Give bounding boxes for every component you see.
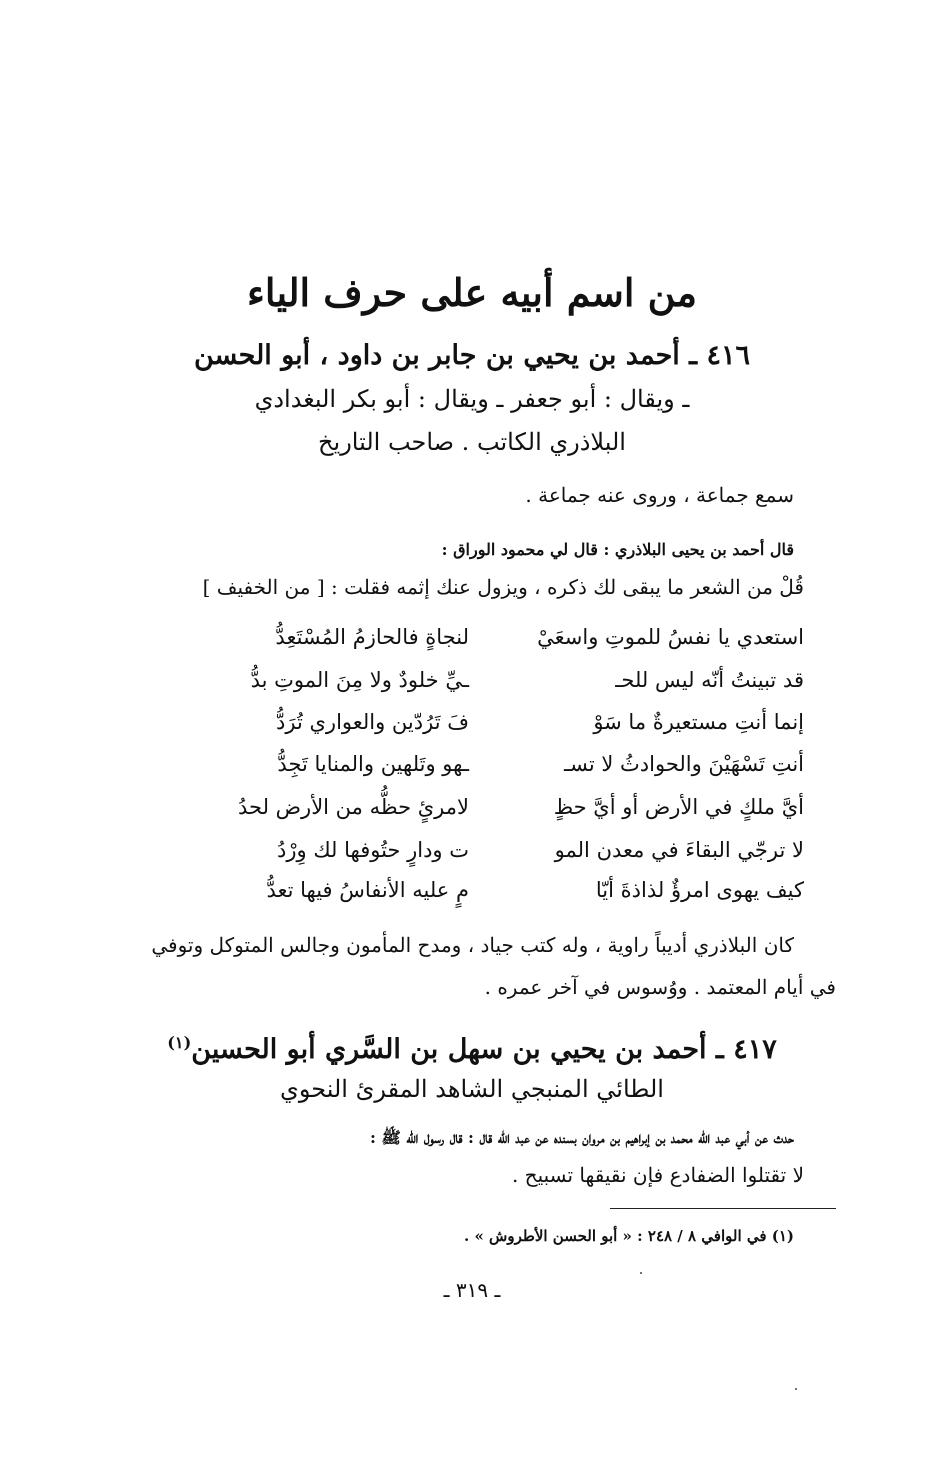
- entry-416-title-line: البلاذري الكاتب . صاحب التاريخ: [318, 428, 626, 456]
- verse-second-hemistich: ـهو وتَلهين والمنايا تَجِدُّ: [277, 752, 469, 776]
- footnote-separator: [610, 1208, 836, 1209]
- scan-speck: [795, 1388, 797, 1390]
- entry-417-hadith: لا تقتلوا الضفادع فإن نقيقها تسبيح .: [511, 1163, 804, 1187]
- entry-417-heading: [0, 1033, 944, 1065]
- entry-416-kunya-line: ـ ويقال : أبو جعفر ـ ويقال : أبو بكر البغدادي: [254, 385, 690, 413]
- footnote-marker: (١): [167, 1033, 192, 1052]
- verse-first-hemistich: إنما أنتِ مستعيرةٌ ما سَوْ: [593, 710, 804, 734]
- footnote: (١) في الوافي ٨ / ٢٤٨ : « أبو الحسن الأطروش » .: [464, 1227, 794, 1245]
- entry-416-intro: قُلْ من الشعر ما يبقى لك ذكره ، ويزول عنك إثمه فقلت : [ من الخفيف ]: [202, 575, 804, 599]
- verse-first-hemistich: أيَّ ملكٍ في الأرض أو أيَّ حظٍ: [553, 795, 804, 819]
- verse-first-hemistich: أنتِ تَسْهَيْنَ والحوادثُ لا تسـ: [563, 752, 804, 776]
- entry-417-heading-text: ٤١٧ ـ أحمد بن يحيي بن سهل بن السَّري أبو الحسين: [191, 1034, 777, 1065]
- entry-416-closing-line-1: كان البلاذري أديباً راوية ، وله كتب جياد ، ومدح المأمون وجالس المتوكل وتوفي: [151, 933, 794, 957]
- verse-second-hemistich: لامرئٍ حظُّه من الأرض لحدُ: [238, 795, 469, 819]
- verse-second-hemistich: لنجاةٍ فالحازمُ المُسْتَعِدُّ: [275, 625, 469, 649]
- entry-416-heading: ٤١٦ ـ أحمد بن يحيي بن جابر بن داود ، أبو الحسن: [194, 340, 750, 371]
- verse-second-hemistich: ت ودارٍ حتُوفها لك وِرْدُ: [277, 838, 469, 862]
- verse-first-hemistich: لا ترجّي البقاءَ في معدن المو: [554, 838, 804, 862]
- verse-first-hemistich: قد تبينتُ أنّه ليس للحـ: [615, 668, 804, 692]
- entry-416-note: سمع جماعة ، وروى عنه جماعة .: [525, 483, 794, 507]
- chapter-title: من اسم أبيه على حرف الياء: [247, 270, 697, 315]
- scan-speck: [640, 1272, 642, 1274]
- verse-first-hemistich: استعدي يا نفسُ للموتِ واسعَيْ: [537, 625, 804, 649]
- verse-second-hemistich: ـيِّ خلودٌ ولا مِنَ الموتِ بدُّ: [250, 668, 469, 692]
- entry-417-isnad: حدث عن أبي عبد الله محمد بن إبراهيم بن مروان بسنده عن عبد الله قال : قال رسول الله ﷺ :: [369, 1128, 794, 1147]
- verse-second-hemistich: مٍ عليه الأنفاسُ فيها تعدُّ: [266, 878, 469, 902]
- entry-416-isnad: قال أحمد بن يحيى البلاذري : قال لي محمود الوراق :: [441, 540, 794, 559]
- entry-417-nisba-line: الطائي المنبجي الشاهد المقرئ النحوي: [280, 1075, 664, 1103]
- verse-second-hemistich: فَ تَرُدّين والعواري تُرَدُّ: [276, 710, 469, 734]
- page-number: ـ ٣١٩ ـ: [443, 1278, 501, 1302]
- entry-416-closing-line-2: في أيام المعتمد . ووُسوس في آخر عمره .: [484, 975, 836, 999]
- verse-first-hemistich: كيف يهوى امرؤٌ لذاذةَ أيّا: [595, 878, 804, 902]
